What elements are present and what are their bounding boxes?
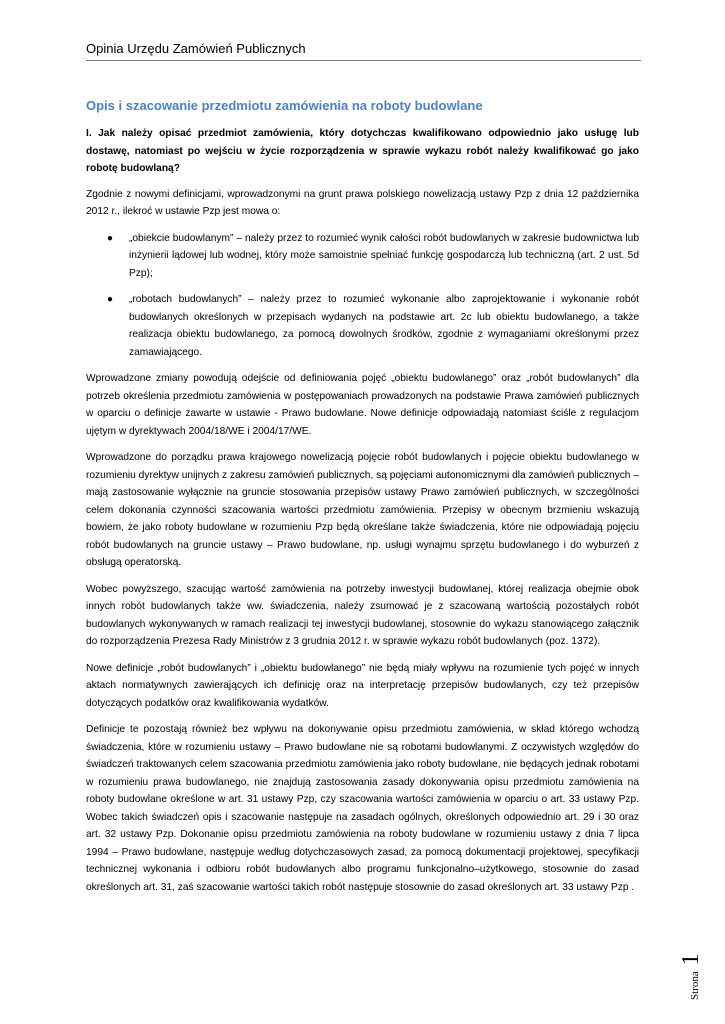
page-number-block [678, 938, 708, 1018]
body-paragraph: Wprowadzone do porządku prawa krajowego nowelizacją pojęcie robót budowlanych i pojęcie obiektu budowlanego w rozumieniu dyrektyw unijnych z zakresu zamówień publicznych, są pojęciami autonomicznymi dla zamówień publicznych – mają zastosowanie wyłącznie na gruncie stosowania przepisów ustawy Prawo zamówień publicznych, w szczególności celem dokonania czynności szacowania wartości przedmiotu zamówienia. Przepisy w obecnym brzmieniu wskazują bowiem, że jako roboty budowlane w rozumieniu Pzp będą określane także świadczenia, które nie odpowiadają pojęciu robót budowlanych na gruncie ustawy – Prawo budowlane, np. usługi wynajmu sprzętu budowlanego i do wyburzeń z obsługą operatorską. [86, 452, 639, 568]
body-paragraph: Definicje te pozostają również bez wpływu na dokonywanie opisu przedmiotu zamówienia, w skład którego wchodzą świadczenia, które w rozumieniu ustawy – Prawo budowlane nie są robotami budowlanymi. Z oczywistych względów do świadczeń traktowanych celem szacowania przedmiotu zamówienia jako roboty budowlane, nie będących jednak robotami w rozumieniu prawa budowlanego, nie znajdują zastosowania zasady dokonywania opisu przedmiotu zamówienia na roboty budowlane określone w art. 31 ustawy Pzp, czy szacowania wartości zamówienia w oparciu o art. 33 ustawy Pzp. Wobec takich świadczeń opis i szacowanie następuje na zasadach ogólnych, określonych odpowiednio art. 29 i 30 oraz art. 32 ustawy Pzp. Dokonanie opisu przedmiotu zamówienia na roboty budowlane w rozumieniu ustawy z dnia 7 lipca 1994 – Prawo budowlane, następuje według dotychczasowych zasad, za pomocą dokumentacji projektowej, specyfikacji technicznej wykonania i odbioru robót budowlanych albo programu funkcjonalno–użytkowego, stosownie do zasad określonych art. 31, zaś szacowanie wartości takich robót następuje stosownie do zasad określonych art. 33 ustawy Pzp . [86, 724, 639, 893]
page-number-rotated [678, 954, 705, 1000]
page-label: Strona [689, 971, 701, 1000]
list-item [86, 291, 639, 361]
bullet-icon: ● [107, 294, 114, 305]
header-title: Opinia Urzędu Zamówień Publicznych [86, 41, 306, 56]
document-body [86, 97, 639, 905]
definition-list [86, 230, 639, 362]
question-paragraph: I. Jak należy opisać przedmiot zamówienia, który dotychczas kwalifikowano odpowiednio jako usługę lub dostawę, natomiast po wejściu w życie rozporządzenia w sprawie wykazu robót należy kwalifikować go jako robotę budowlaną? [86, 128, 639, 174]
page-number: 1 [678, 953, 704, 966]
list-item [86, 230, 639, 283]
body-paragraph: Nowe definicje „robót budowlanych” i „obiektu budowlanego” nie będą miały wpływu na rozumienie tych pojęć w innych aktach normatywnych zawierających ich definicję oraz na interpretację przepisów budowlanych, czy też przepisów dotyczących podatków oraz kwalifikowania wydatków. [86, 662, 639, 709]
body-paragraph: Wobec powyższego, szacując wartość zamówienia na potrzeby inwestycji budowlanej, której realizacja obejmie obok innych robót budowlanych także ww. świadczenia, należy zsumować je z szacowaną wartością pozostałych robót budowlanych wykonywanych w ramach realizacji tej inwestycji budowlanej, stosownie do wykazu stanowiącego załącznik do rozporządzenia Prezesa Rady Ministrów z 3 grudnia 2012 r. w sprawie wykazu robót budowlanych (poz. 1372). [86, 583, 639, 647]
intro-paragraph: Zgodnie z nowymi definicjami, wprowadzonymi na grunt prawa polskiego nowelizacją ustawy Pzp z dnia 12 października 2012 r., ilekroć w ustawie Pzp jest mowa o: [86, 188, 639, 217]
list-item-text: „obiekcie budowlanym” – należy przez to rozumieć wynik całości robót budowlanych w zakresie budownictwa lub inżynierii lądowej lub wodnej, który może samoistnie spełniać funkcję gospodarczą lub techniczną (art. 2 ust. 5d Pzp); [129, 232, 639, 279]
list-item-text: „robotach budowlanych” – należy przez to rozumieć wykonanie albo zaprojektowanie i wykonanie robót budowlanych określonych w przepisach wydanych na podstawie art. 2c lub obiektu budowlanego, a także realizacja obiektu budowlanego, za pomocą dowolnych środków, zgodnie z wymaganiami określonymi przez zamawiającego. [129, 294, 639, 358]
bullet-icon: ● [107, 232, 114, 244]
document-title: Opis i szacowanie przedmiotu zamówienia na roboty budowlane [86, 98, 483, 113]
page-header [86, 41, 641, 61]
body-paragraph: Wprowadzone zmiany powodują odejście od definiowania pojęć „obiektu budowlanego” oraz „robót budowlanych” dla potrzeb określenia przedmiotu zamówienia w postępowaniach prowadzonych na podstawie Prawa zamówień publicznych w oparciu o definicje zawarte w ustawie - Prawo budowlane. Nowe definicje odpowiadają natomiast ściśle z regulacjom ujętym w dyrektywach 2004/18/WE i 2004/17/WE. [86, 373, 639, 437]
